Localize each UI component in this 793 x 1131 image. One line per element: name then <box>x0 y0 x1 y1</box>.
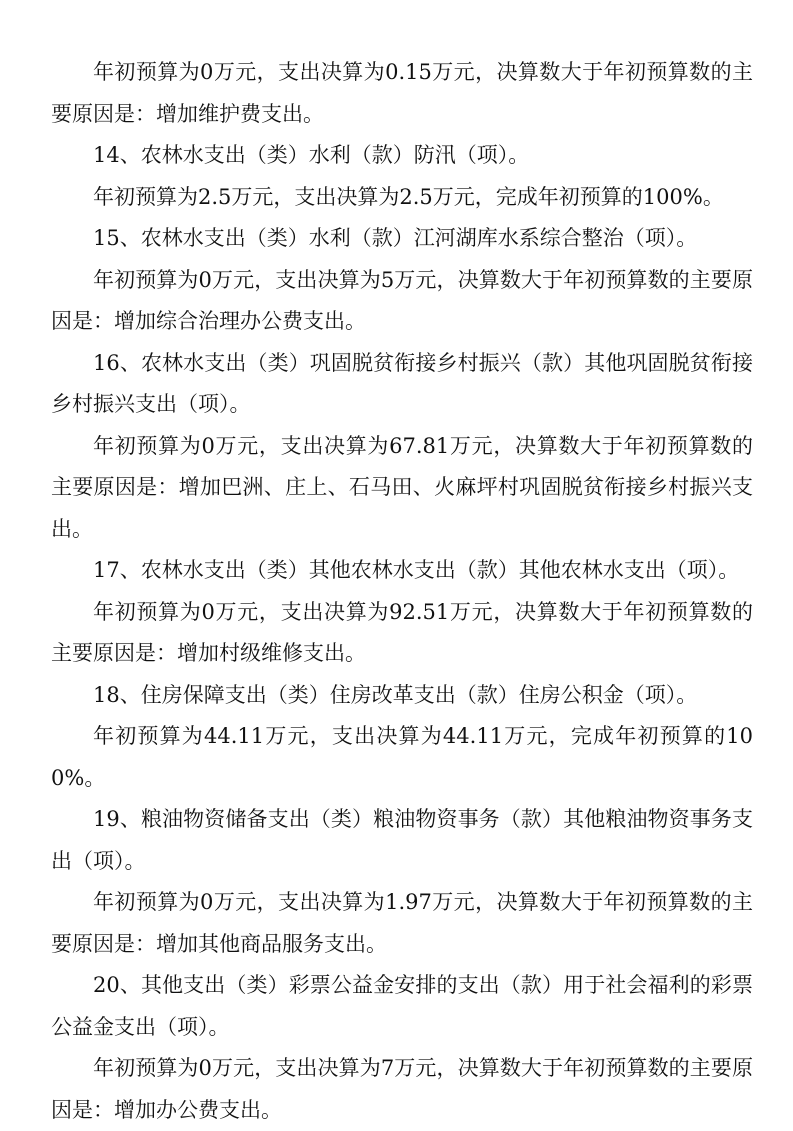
paragraph-budget-note: 年初预算为44.11万元，支出决算为44.11万元，完成年初预算的100%。 <box>51 724 753 790</box>
paragraph-item-heading: 17、农林水支出（类）其他农林水支出（款）其他农林水支出（项）。 <box>93 558 740 582</box>
document-body <box>51 52 753 1131</box>
paragraph-budget-note: 年初预算为2.5万元，支出决算为2.5万元，完成年初预算的100%。 <box>93 184 724 209</box>
paragraph-item-heading: 15、农林水支出（类）水利（款）江河湖库水系综合整治（项）。 <box>93 226 698 250</box>
paragraph-budget-note: 年初预算为0万元，支出决算为67.81万元，决算数大于年初预算数的主要原因是：增加巴洲、庄上、石马田、火麻坪村巩固脱贫衔接乡村振兴支出。 <box>51 433 753 541</box>
paragraph-budget-note: 年初预算为0万元，支出决算为1.97万元，决算数大于年初预算数的主要原因是：增加其他商品服务支出。 <box>51 890 753 956</box>
paragraph-item-heading: 14、农林水支出（类）水利（款）防汛（项）。 <box>93 143 530 167</box>
paragraph-item-heading: 16、农林水支出（类）巩固脱贫衔接乡村振兴（款）其他巩固脱贫衔接乡村振兴支出（项）。 <box>51 350 753 416</box>
paragraph-item-heading: 19、粮油物资储备支出（类）粮油物资事务（款）其他粮油物资事务支出（项）。 <box>51 807 753 873</box>
paragraph-budget-note: 年初预算为0万元，支出决算为92.51万元，决算数大于年初预算数的主要原因是：增加村级维修支出。 <box>51 599 753 665</box>
paragraph-item-heading: 20、其他支出（类）彩票公益金安排的支出（款）用于社会福利的彩票公益金支出（项）。 <box>51 973 753 1039</box>
paragraph-budget-note: 年初预算为0万元，支出决算为5万元，决算数大于年初预算数的主要原因是：增加综合治理办公费支出。 <box>51 267 753 333</box>
paragraph-item-heading: 18、住房保障支出（类）住房改革支出（款）住房公积金（项）。 <box>93 682 698 707</box>
paragraph-budget-note: 年初预算为0万元，支出决算为0.15万元，决算数大于年初预算数的主要原因是：增加维护费支出。 <box>51 60 753 126</box>
paragraph-budget-note: 年初预算为0万元，支出决算为7万元，决算数大于年初预算数的主要原因是：增加办公费支出。 <box>51 1056 753 1122</box>
